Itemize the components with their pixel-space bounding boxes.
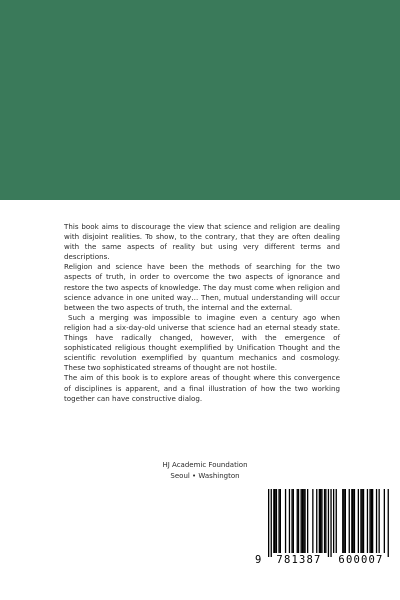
barcode-bar: [276, 489, 277, 553]
barcode-bar: [291, 489, 292, 553]
barcode-bar: [353, 489, 354, 553]
barcode-bar: [301, 489, 302, 553]
barcode-bar: [303, 489, 304, 553]
barcode-bar: [360, 489, 361, 553]
barcode-guard-bar: [330, 489, 331, 557]
isbn-barcode: [255, 485, 389, 573]
isbn-group-1: 781387: [276, 554, 322, 566]
barcode-bar: [358, 489, 359, 553]
barcode-bar: [333, 489, 334, 553]
barcode-bar: [325, 489, 326, 553]
barcode-bars: [255, 485, 389, 557]
barcode-bar: [343, 489, 344, 553]
barcode-bar: [345, 489, 346, 553]
barcode-bar: [273, 489, 274, 553]
back-cover-blurb: [64, 222, 340, 404]
barcode-bar: [307, 489, 308, 553]
blurb-paragraph-4: The aim of this book is to explore areas of thought where this convergence of disciplines is apparent, and a final illustration of how the two working together can have constructive dialog.: [64, 373, 340, 403]
barcode-bar: [275, 489, 276, 553]
barcode-bar: [278, 489, 279, 553]
barcode-bar: [304, 489, 305, 553]
publisher-block: [150, 460, 260, 482]
barcode-bar: [312, 489, 313, 553]
barcode-guard-bar: [388, 489, 389, 557]
isbn-group-2: 600007: [338, 554, 384, 566]
barcode-bar: [342, 489, 343, 553]
publisher-location: Seoul • Washington: [170, 472, 240, 480]
barcode-bar: [298, 489, 299, 553]
blurb-paragraph-2: Religion and science have been the methods of searching for the two aspects of truth, in order to overcome the two aspects of ignorance and restore the two aspects of knowledge. The day must come when religion and science advance in one united way… Then, mutual understanding will occur between the two aspects of truth, the internal and the external.: [64, 262, 340, 312]
blurb-paragraph-1: This book aims to discourage the view that science and religion are dealing with disjoint realities. To show, to the contrary, that they are often dealing with the same aspects of reality but using very different terms and descriptions.: [64, 222, 340, 262]
barcode-bar: [297, 489, 298, 553]
barcode-bar: [351, 489, 352, 553]
barcode-bar: [384, 489, 385, 553]
barcode-bar: [324, 489, 325, 553]
barcode-bar: [371, 489, 372, 553]
blurb-paragraph-3: Such a merging was impossible to imagine even a century ago when religion had a six-day-old universe that science had an eternal steady state. Things have radically changed, however, with the emergence of sophisticated religious thought exemplified by Unification Thought and the scientific revolution exemplified by quantum mechanics and cosmology. These two sophisticated streams of thought are not hostile.: [64, 312, 340, 373]
barcode-bar: [354, 489, 355, 553]
barcode-bar: [280, 489, 281, 553]
barcode-bar: [372, 489, 373, 553]
isbn-number: [255, 553, 389, 567]
barcode-bar: [349, 489, 350, 553]
barcode-bar: [293, 489, 294, 553]
barcode-bar: [363, 489, 364, 553]
barcode-bar: [336, 489, 337, 553]
barcode-bar: [367, 489, 368, 553]
barcode-bar: [320, 489, 321, 553]
barcode-bar: [369, 489, 370, 553]
barcode-bar: [376, 489, 377, 553]
cover-color-panel: [0, 0, 400, 200]
barcode-bar: [285, 489, 286, 553]
barcode-guard-bar: [271, 489, 272, 557]
barcode-bar: [319, 489, 320, 553]
barcode-bar: [289, 489, 290, 553]
publisher-name: HJ Academic Foundation: [162, 461, 248, 469]
barcode-bar: [379, 489, 380, 553]
isbn-lead-digit: 9: [255, 554, 262, 566]
barcode-guard-bar: [268, 489, 269, 557]
barcode-bar: [302, 489, 303, 553]
barcode-bar: [321, 489, 322, 553]
barcode-bar: [362, 489, 363, 553]
barcode-guard-bar: [328, 489, 329, 557]
barcode-bar: [316, 489, 317, 553]
